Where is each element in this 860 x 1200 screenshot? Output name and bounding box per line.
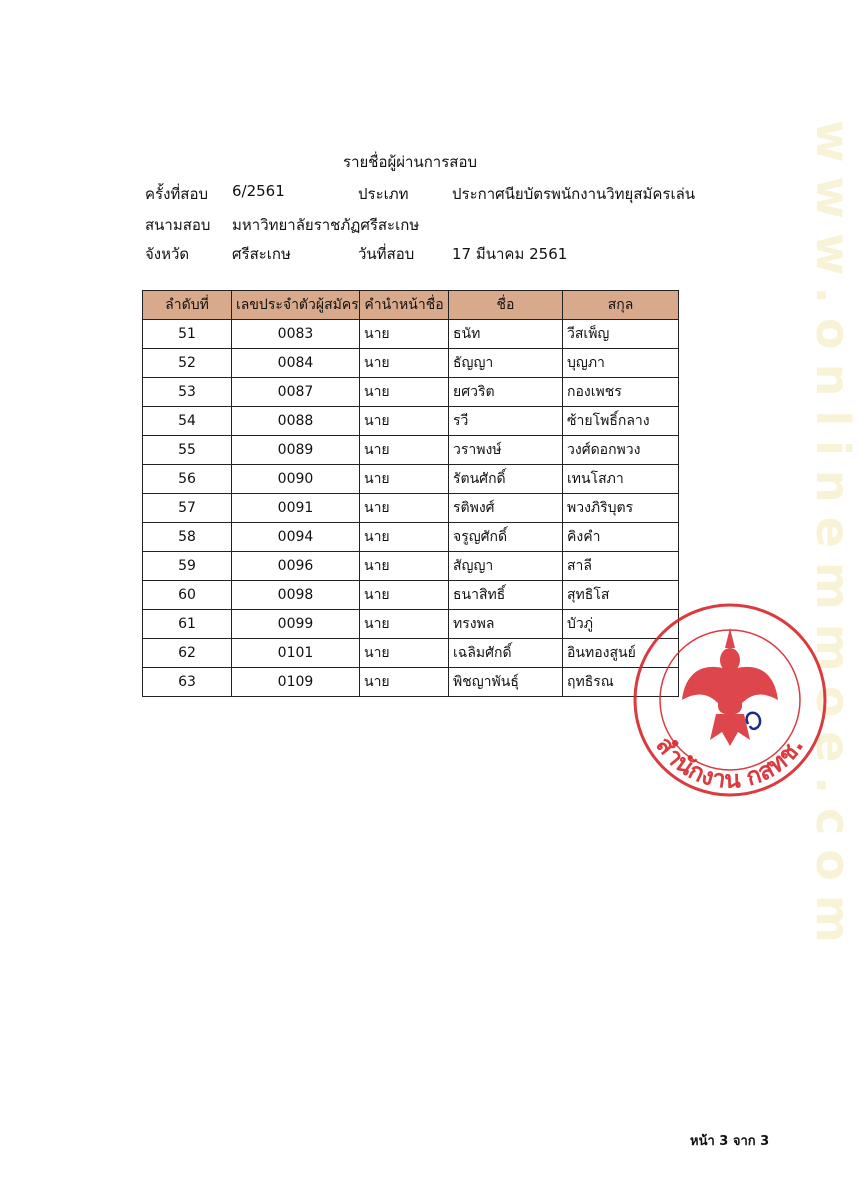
last-name-cell: วงศ์ดอกพวง	[563, 436, 679, 465]
order-cell: 53	[143, 378, 232, 407]
table-row	[143, 639, 679, 668]
table-row	[143, 465, 679, 494]
round-label: ครั้งที่สอบ	[145, 185, 208, 203]
prefix-cell: นาย	[360, 436, 449, 465]
header-first-name: ชื่อ	[449, 291, 563, 320]
applicant-id-cell: 0109	[232, 668, 360, 697]
document-title: รายชื่อผู้ผ่านการสอบ	[343, 153, 477, 171]
prefix-cell: นาย	[360, 610, 449, 639]
table-row	[143, 378, 679, 407]
applicant-id-cell: 0083	[232, 320, 360, 349]
applicant-id-cell: 0087	[232, 378, 360, 407]
first-name-cell: ยศวริต	[449, 378, 563, 407]
first-name-cell: เฉลิมศักดิ์	[449, 639, 563, 668]
header-order: ลำดับที่	[143, 291, 232, 320]
first-name-cell: พิชญาพันธุ์	[449, 668, 563, 697]
table-row	[143, 581, 679, 610]
applicant-id-cell: 0091	[232, 494, 360, 523]
first-name-cell: รัตนศักดิ์	[449, 465, 563, 494]
header-prefix: คำนำหน้าชื่อ	[360, 291, 449, 320]
prefix-cell: นาย	[360, 668, 449, 697]
venue-value: มหาวิทยาลัยราชภัฏศรีสะเกษ	[232, 216, 420, 234]
prefix-cell: นาย	[360, 378, 449, 407]
last-name-cell: ฤทธิรณ	[563, 668, 679, 697]
type-label: ประเภท	[358, 185, 409, 203]
page-number: หน้า 3 จาก 3	[690, 1134, 770, 1149]
first-name-cell: จรูญศักดิ์	[449, 523, 563, 552]
table-row	[143, 407, 679, 436]
prefix-cell: นาย	[360, 465, 449, 494]
last-name-cell: คิงคำ	[563, 523, 679, 552]
prefix-cell: นาย	[360, 320, 449, 349]
table-row	[143, 610, 679, 639]
type-value: ประกาศนียบัตรพนักงานวิทยุสมัครเล่น	[452, 185, 696, 203]
stamp-text: สำนักงาน กสทช.	[650, 731, 810, 794]
applicant-id-cell: 0084	[232, 349, 360, 378]
prefix-cell: นาย	[360, 523, 449, 552]
applicant-id-cell: 0099	[232, 610, 360, 639]
province-label: จังหวัด	[145, 245, 190, 263]
prefix-cell: นาย	[360, 407, 449, 436]
order-cell: 55	[143, 436, 232, 465]
order-cell: 57	[143, 494, 232, 523]
table-row	[143, 320, 679, 349]
order-cell: 58	[143, 523, 232, 552]
first-name-cell: สัญญา	[449, 552, 563, 581]
table-row	[143, 349, 679, 378]
applicant-id-cell: 0096	[232, 552, 360, 581]
date-value: 17 มีนาคม 2561	[452, 245, 568, 263]
last-name-cell: พวงภิริบุตร	[563, 494, 679, 523]
venue-label: สนามสอบ	[145, 216, 211, 234]
signature-mark-icon	[747, 713, 760, 729]
last-name-cell: บุญภา	[563, 349, 679, 378]
order-cell: 52	[143, 349, 232, 378]
order-cell: 61	[143, 610, 232, 639]
order-cell: 59	[143, 552, 232, 581]
info-row-round	[0, 182, 850, 202]
prefix-cell: นาย	[360, 494, 449, 523]
last-name-cell: สุทธิโส	[563, 581, 679, 610]
first-name-cell: ธัญญา	[449, 349, 563, 378]
order-cell: 51	[143, 320, 232, 349]
round-value: 6/2561	[232, 182, 285, 200]
table-row	[143, 494, 679, 523]
province-value: ศรีสะเกษ	[232, 245, 291, 263]
info-row-province	[0, 242, 850, 262]
prefix-cell: นาย	[360, 349, 449, 378]
order-cell: 56	[143, 465, 232, 494]
date-label: วันที่สอบ	[358, 245, 415, 263]
last-name-cell: วีสเพ็ญ	[563, 320, 679, 349]
watermark-text: www.onlinemmoe.com	[806, 120, 860, 957]
garuda-emblem-icon	[682, 628, 778, 746]
first-name-cell: รติพงศ์	[449, 494, 563, 523]
header-last-name: สกุล	[563, 291, 679, 320]
prefix-cell: นาย	[360, 552, 449, 581]
last-name-cell: สาลี	[563, 552, 679, 581]
table-header-row	[143, 291, 679, 320]
first-name-cell: รวี	[449, 407, 563, 436]
applicant-id-cell: 0094	[232, 523, 360, 552]
applicant-id-cell: 0090	[232, 465, 360, 494]
table-row	[143, 523, 679, 552]
results-table	[142, 290, 679, 697]
applicant-id-cell: 0101	[232, 639, 360, 668]
table-row	[143, 436, 679, 465]
last-name-cell: อินทองสูนย์	[563, 639, 679, 668]
table-row	[143, 552, 679, 581]
first-name-cell: ธนัท	[449, 320, 563, 349]
first-name-cell: วราพงษ์	[449, 436, 563, 465]
order-cell: 62	[143, 639, 232, 668]
applicant-id-cell: 0098	[232, 581, 360, 610]
last-name-cell: กองเพชร	[563, 378, 679, 407]
info-row-venue	[0, 213, 850, 233]
last-name-cell: บัวภู่	[563, 610, 679, 639]
official-stamp	[630, 600, 830, 800]
first-name-cell: ทรงพล	[449, 610, 563, 639]
applicant-id-cell: 0088	[232, 407, 360, 436]
order-cell: 54	[143, 407, 232, 436]
prefix-cell: นาย	[360, 639, 449, 668]
first-name-cell: ธนาสิทธิ์	[449, 581, 563, 610]
order-cell: 63	[143, 668, 232, 697]
applicant-id-cell: 0089	[232, 436, 360, 465]
last-name-cell: เทนโสภา	[563, 465, 679, 494]
prefix-cell: นาย	[360, 581, 449, 610]
order-cell: 60	[143, 581, 232, 610]
last-name-cell: ซ้ายโพธิ์กลาง	[563, 407, 679, 436]
header-applicant-id: เลขประจำตัวผู้สมัคร	[232, 291, 360, 320]
table-row	[143, 668, 679, 697]
